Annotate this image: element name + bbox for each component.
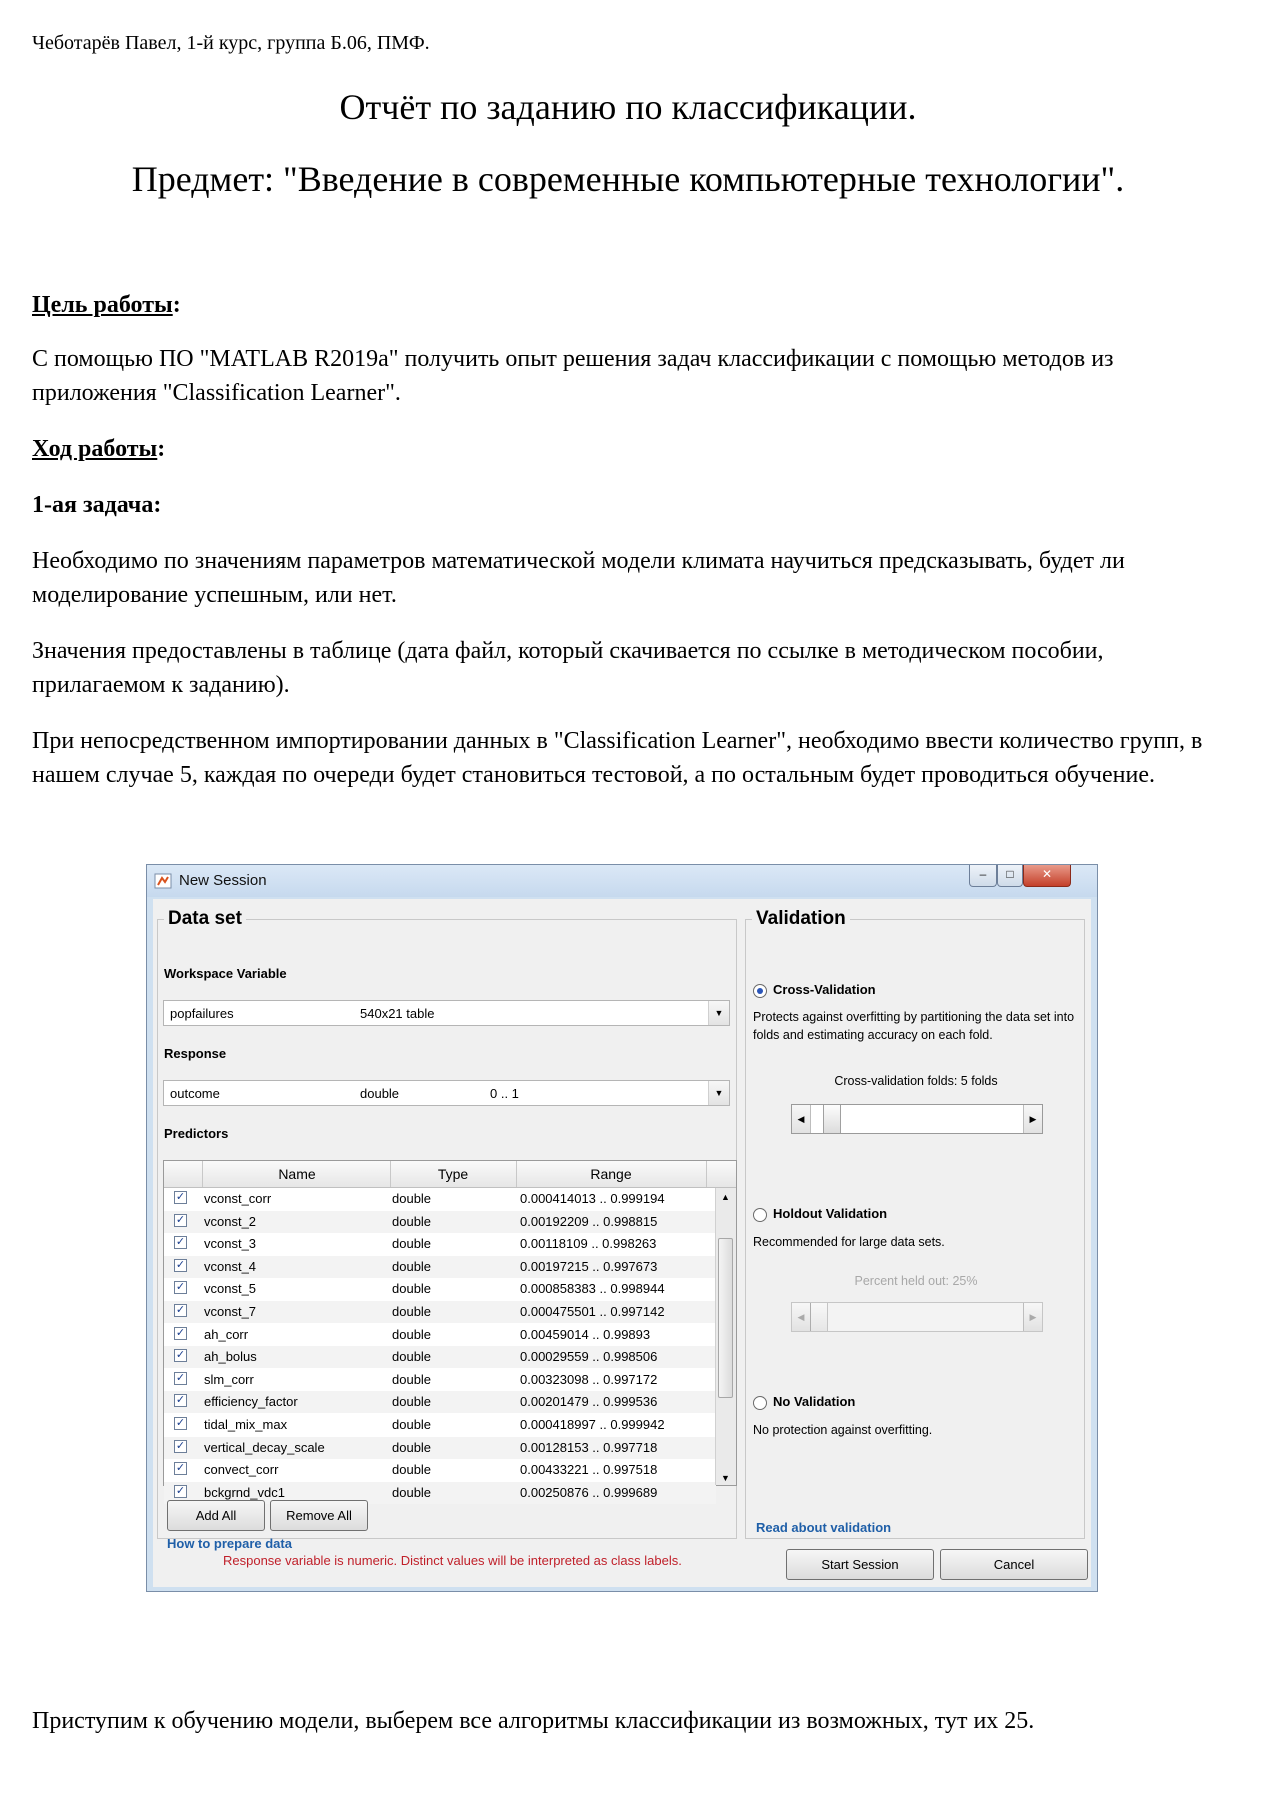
table-row[interactable] [164,1233,716,1255]
predictor-type: double [392,1326,432,1342]
predictor-type: double [392,1258,432,1274]
workspace-variable-dropdown[interactable] [163,1000,730,1026]
predictors-table [163,1160,737,1500]
predictor-range: 0.00029559 .. 0.998506 [520,1349,658,1365]
predictor-range: 0.00201479 .. 0.999536 [520,1394,658,1410]
cross-validation-desc: Protects against overfitting by partitioning the data set into folds and estimating accuracy on each fold. [753,1010,1075,1042]
table-row[interactable] [164,1346,716,1368]
cancel-button[interactable]: Cancel [940,1549,1088,1580]
predictor-range: 0.000858383 .. 0.998944 [520,1281,665,1297]
slider-left-icon[interactable]: ◀ [792,1105,811,1133]
response-type: double [360,1086,400,1101]
predictor-name: bckgrnd_vdc1 [204,1484,285,1500]
dataset-group [157,908,737,1551]
holdout-validation-desc: Recommended for large data sets. [753,1235,945,1249]
response-name: outcome [170,1086,220,1101]
table-row[interactable] [164,1211,716,1233]
predictors-scrollbar[interactable] [715,1188,736,1485]
table-row[interactable] [164,1188,716,1210]
remove-all-button[interactable]: Remove All [270,1500,368,1531]
table-row[interactable] [164,1414,716,1436]
predictor-type: double [392,1371,432,1387]
author-line: Чеботарёв Павел, 1-й курс, группа Б.06, ПМФ. [32,32,430,54]
predictor-name: efficiency_factor [204,1394,298,1410]
predictor-checkbox[interactable]: ✓ [175,1371,186,1384]
predictor-type: double [392,1349,432,1365]
predictor-type: double [392,1394,432,1410]
after-figure-paragraph: Приступим к обучению модели, выберем все алгоритмы классификации из возможных, тут их 25. [32,1708,1035,1734]
progress-heading: Ход работы: [32,436,166,462]
dialog-body [153,899,1091,1587]
how-to-prepare-data-link[interactable]: How to prepare data [167,1536,292,1551]
predictor-checkbox[interactable]: ✓ [175,1191,186,1203]
predictors-label: Predictors [164,1126,229,1141]
holdout-validation-radio[interactable] [753,1208,767,1222]
holdout-slider-thumb[interactable] [810,1303,828,1331]
predictor-type: double [392,1213,432,1229]
predictor-checkbox[interactable]: ✓ [175,1236,186,1249]
predictor-range: 0.00128153 .. 0.997718 [520,1439,658,1455]
predictor-name: vertical_decay_scale [204,1439,325,1455]
add-all-button[interactable]: Add All [167,1500,265,1531]
no-validation-radio[interactable] [753,1396,767,1410]
chevron-down-icon[interactable]: ▼ [708,1081,729,1105]
predictor-range: 0.000414013 .. 0.999194 [520,1191,665,1206]
response-range: 0 .. 1 [490,1086,519,1101]
goal-heading: Цель работы: [32,292,181,318]
predictor-name: slm_corr [204,1371,254,1387]
workspace-variable-label: Workspace Variable [164,966,287,981]
predictor-type: double [392,1191,432,1206]
slider-left-icon[interactable]: ◀ [792,1303,811,1331]
report-title: Отчёт по заданию по классификации. [339,87,917,127]
scroll-up-icon[interactable]: ▲ [721,1192,730,1202]
slider-right-icon[interactable]: ▶ [1023,1303,1042,1331]
table-row[interactable] [164,1278,716,1300]
column-header-name[interactable]: Name [278,1166,316,1182]
predictor-checkbox[interactable]: ✓ [175,1281,186,1294]
predictor-type: double [392,1439,432,1455]
scroll-down-icon[interactable]: ▼ [721,1473,730,1483]
predictor-checkbox[interactable]: ✓ [175,1439,186,1452]
predictors-table-header [164,1161,736,1188]
table-row[interactable] [164,1324,716,1346]
dialog-titlebar [147,865,1097,897]
predictor-type: double [392,1281,432,1297]
subject-title: Предмет: "Введение в современные компьютерные технологии". [131,159,1125,199]
no-validation-desc: No protection against overfitting. [753,1423,933,1437]
predictor-range: 0.00192209 .. 0.998815 [520,1213,658,1229]
predictor-type: double [392,1417,432,1432]
predictor-checkbox[interactable]: ✓ [175,1417,186,1429]
predictor-range: 0.000475501 .. 0.997142 [520,1304,665,1319]
predictor-range: 0.00197215 .. 0.997673 [520,1258,658,1274]
task1-paragraph-2: Значения предоставлены в таблице (дата файл, который скачивается по ссылке в методическом пособии, прилагаемом к заданию). [32,638,1104,698]
column-header-type[interactable]: Type [437,1166,469,1182]
chevron-down-icon[interactable]: ▼ [708,1001,729,1025]
predictor-type: double [392,1304,432,1319]
cv-folds-slider[interactable] [791,1104,1043,1134]
dataset-title: Data set [164,908,246,930]
predictor-name: vconst_2 [204,1213,257,1229]
cv-folds-label: Cross-validation folds: 5 folds [834,1074,998,1088]
predictor-checkbox[interactable]: ✓ [175,1213,186,1226]
predictor-range: 0.00250876 .. 0.999689 [520,1484,658,1500]
holdout-validation-label[interactable]: Holdout Validation [773,1206,888,1221]
predictor-range: 0.00433221 .. 0.997518 [520,1462,658,1478]
workspace-variable-info: 540x21 table [360,1006,435,1021]
predictor-range: 0.000418997 .. 0.999942 [520,1417,665,1432]
predictor-range: 0.00323098 .. 0.997172 [520,1371,658,1387]
dialog-title: New Session [179,872,267,889]
task1-paragraph-1: Необходимо по значениям параметров математической модели климата научиться предсказывать, будет ли моделирование успешным, или нет. [32,548,1125,608]
predictor-checkbox[interactable]: ✓ [175,1349,186,1362]
holdout-percent-label: Percent held out: 25% [854,1274,978,1288]
start-session-button[interactable]: Start Session [786,1549,934,1580]
predictor-name: vconst_5 [204,1281,257,1297]
table-row[interactable] [164,1437,716,1459]
cv-folds-slider-thumb[interactable] [823,1105,841,1133]
minimize-icon[interactable]: – [969,865,997,887]
predictor-range: 0.00459014 .. 0.99893 [520,1326,651,1342]
validation-title: Validation [752,908,850,930]
task1-heading: 1-ая задача: [32,492,162,518]
predictor-name: ah_corr [204,1326,249,1342]
cross-validation-label[interactable]: Cross-Validation [773,982,876,997]
predictor-name: vconst_7 [204,1304,257,1319]
predictor-type: double [392,1462,432,1478]
predictor-checkbox[interactable]: ✓ [175,1326,186,1339]
table-row[interactable] [164,1459,716,1481]
predictor-checkbox[interactable]: ✓ [175,1258,186,1271]
response-dropdown[interactable] [163,1080,730,1106]
holdout-percent-slider[interactable] [791,1302,1043,1332]
goal-text: С помощью ПО "MATLAB R2019a" получить опыт решения задач классификации с помощью методов из приложения "Classification Learner". [32,346,1114,406]
predictor-checkbox[interactable]: ✓ [175,1484,186,1497]
table-row[interactable] [164,1256,716,1278]
read-about-validation-link[interactable]: Read about validation [756,1520,892,1535]
predictor-type: double [392,1484,432,1500]
predictor-checkbox[interactable]: ✓ [175,1304,186,1316]
predictor-name: vconst_4 [204,1258,257,1274]
predictor-checkbox[interactable]: ✓ [175,1462,186,1475]
response-label: Response [164,1046,227,1061]
task1-paragraph-3: При непосредственном импортировании данных в "Classification Learner", необходимо ввести количество групп, в нашем случае 5, каждая по очереди будет становиться тестовой, а по остальным будет проводиться обучение. [32,728,1203,788]
scrollbar-thumb[interactable] [718,1238,733,1398]
matlab-icon [155,874,171,888]
predictor-name: vconst_corr [204,1191,272,1206]
cross-validation-radio[interactable] [753,984,767,998]
table-row[interactable] [164,1301,716,1323]
response-warning: Response variable is numeric. Distinct values will be interpreted as class labels. [223,1553,682,1568]
new-session-dialog [146,864,1098,1592]
predictor-range: 0.00118109 .. 0.998263 [520,1236,657,1252]
maximize-icon[interactable]: □ [997,865,1023,887]
slider-right-icon[interactable]: ▶ [1023,1105,1042,1133]
close-icon[interactable]: ✕ [1023,865,1071,887]
no-validation-label[interactable]: No Validation [773,1394,856,1409]
predictor-checkbox[interactable]: ✓ [175,1394,186,1407]
predictor-type: double [392,1236,432,1252]
predictor-name: convect_corr [204,1462,279,1478]
predictor-name: tidal_mix_max [204,1417,288,1432]
validation-group [745,908,1085,1539]
predictor-name: vconst_3 [204,1236,257,1252]
workspace-variable-name: popfailures [170,1006,234,1021]
table-row[interactable] [164,1369,716,1391]
table-row[interactable] [164,1391,716,1413]
predictor-name: ah_bolus [204,1349,257,1365]
column-header-range[interactable]: Range [590,1166,632,1182]
